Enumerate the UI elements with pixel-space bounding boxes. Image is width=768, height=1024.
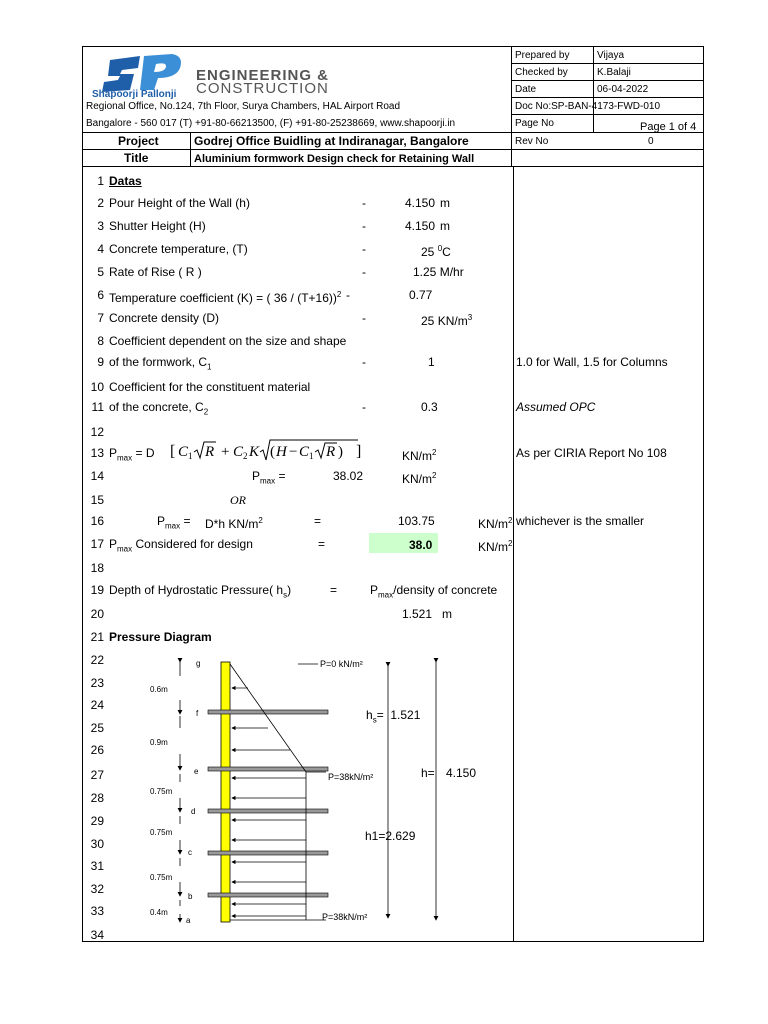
header-divider — [593, 46, 594, 132]
label-shutter-height: Shutter Height (H) — [109, 219, 206, 233]
row-number: 20 — [90, 607, 104, 621]
row-number: 25 — [90, 721, 104, 735]
svg-text:1: 1 — [188, 451, 193, 461]
row-number: 27 — [90, 768, 104, 782]
svg-text:K: K — [249, 444, 260, 460]
doc-number: Doc No:SP-BAN-4173-FWD-010 — [515, 101, 661, 112]
value-concrete-density: 25 $KN/m^3$ — [421, 313, 473, 328]
label-rate-of-rise: Rate of Rise ( R ) — [109, 265, 202, 279]
value-c1: 1 — [428, 355, 435, 369]
division-line1: ENGINEERING & — [196, 67, 330, 84]
remark-c2: Assumed OPC — [516, 400, 596, 414]
svg-text:R: R — [326, 444, 336, 460]
label-pmax-result: $P_{max}$ = — [252, 469, 286, 486]
label-temp-coefficient: Temperature coefficient (K) = ( 36 / (T+16))$^2$ — [109, 290, 342, 305]
label-p38-top: P=38kN/m² — [328, 772, 374, 782]
row-number: 34 — [90, 928, 104, 942]
svg-text:]: ] — [356, 443, 362, 460]
address-line2: Bangalore - 560 017 (T) +91-80-66213500, (F) +91-80-25238669, www.shapoorji.in — [86, 118, 456, 129]
row-number: 17 — [90, 537, 104, 551]
row-number: 8 — [97, 334, 104, 348]
row-number: 13 — [90, 446, 104, 460]
value-pour-height: 4.150 — [405, 196, 436, 210]
point-f: f — [196, 709, 199, 718]
unit-pmax-formula: $KN/m^2$ — [402, 448, 437, 463]
spacing-label: 0.75m — [150, 828, 173, 837]
label-pmax-design: $P_{max}$ Considered for design — [109, 537, 253, 554]
value-pmax-ciria: 38.02 — [333, 469, 364, 483]
ciria-formula — [170, 439, 370, 468]
svg-text:[: [ — [170, 443, 176, 460]
checked-label: Checked by — [515, 67, 568, 78]
row-number: 3 — [97, 219, 104, 233]
row-number: 10 — [90, 380, 104, 394]
label-c2-desc: Coefficient for the constituent material — [109, 380, 311, 394]
label-c1: of the formwork, $C_1$ — [109, 355, 212, 372]
page-label: Page No — [515, 118, 554, 129]
page-value: Page 1 of 4 — [640, 121, 697, 133]
row-number: 29 — [90, 814, 104, 828]
row-number: 32 — [90, 882, 104, 896]
remark-c1: 1.0 for Wall, 1.5 for Columns — [516, 355, 668, 369]
svg-text:): ) — [338, 444, 343, 460]
pressure-diagram — [130, 650, 490, 940]
label-c2: of the concrete, $C_2$ — [109, 400, 209, 417]
value-hydrostatic-depth: 1.521 m — [402, 607, 453, 621]
row-number: 18 — [90, 561, 104, 575]
svg-text:(: ( — [270, 444, 275, 460]
label-p0: P=0 kN/m² — [320, 659, 363, 669]
remark-smaller: whichever is the smaller — [516, 514, 645, 528]
row-number: 21 — [90, 630, 104, 644]
row-number: 12 — [90, 425, 104, 439]
project-label: Project — [118, 134, 159, 148]
date-label: Date — [515, 84, 537, 95]
project-value: Godrej Office Buidling at Indiranagar, Bangalore — [194, 134, 469, 148]
value-pmax-hydrostatic: 103.75 — [398, 514, 435, 528]
row-number: 7 — [97, 311, 104, 325]
svg-text:C: C — [233, 444, 244, 460]
section-pressure-diagram: Pressure Diagram — [109, 630, 212, 644]
expr-dh: D*h $KN/m^2$ — [205, 516, 263, 531]
row-number: 9 — [97, 355, 104, 369]
row-number: 11 — [91, 400, 104, 414]
brand-name: Shapoorji Pallonji — [92, 89, 177, 100]
row-number: 30 — [90, 837, 104, 851]
value-rate-of-rise: 1.25 M/hr — [413, 265, 464, 279]
point-d: d — [191, 807, 196, 816]
svg-text:1: 1 — [309, 451, 314, 461]
remarks-column-divider — [513, 166, 514, 942]
svg-text:C: C — [178, 444, 189, 460]
row-number: 28 — [90, 791, 104, 805]
row-number: 24 — [90, 698, 104, 712]
prepared-label: Prepared by — [515, 50, 570, 61]
label-h1: h1=2.629 — [365, 829, 416, 843]
label-pour-height: Pour Height of the Wall (h) — [109, 196, 250, 210]
point-e: e — [194, 767, 199, 776]
value-h: 4.150 — [446, 766, 477, 780]
label-hs: $h_s= 1.521$ — [366, 708, 421, 725]
point-g: g — [196, 659, 201, 668]
or-separator: OR — [230, 493, 246, 507]
point-a: a — [186, 916, 191, 925]
rev-value: 0 — [648, 136, 654, 147]
spacing-label: 0.6m — [150, 685, 168, 694]
header-divider — [511, 46, 512, 166]
row-number: 26 — [90, 743, 104, 757]
svg-text:C: C — [299, 444, 310, 460]
row-number: 5 — [97, 265, 104, 279]
row-number: 31 — [90, 859, 104, 873]
row-number: 33 — [90, 904, 104, 918]
label-concrete-temp: Concrete temperature, (T) — [109, 242, 248, 256]
svg-text:+: + — [221, 444, 230, 460]
svg-text:H: H — [276, 444, 287, 460]
label-h: h= — [421, 766, 435, 780]
spacing-label: 0.75m — [150, 787, 173, 796]
value-temp-coefficient: 0.77 — [409, 288, 433, 302]
checked-value: K.Balaji — [597, 67, 631, 78]
row-number: 19 — [90, 583, 104, 597]
value-shutter-height: 4.150 — [405, 219, 436, 233]
svg-text:−: − — [289, 444, 298, 460]
prepared-value: Vijaya — [597, 50, 625, 61]
hydrostatic-expr: $P_{max}$/density of concrete — [370, 583, 498, 600]
value-c2: 0.3 — [421, 400, 438, 414]
date-value: 06-04-2022 — [597, 84, 649, 95]
row-number: 14 — [90, 469, 104, 483]
row-number: 4 — [97, 242, 104, 256]
label-c1-desc: Coefficient dependent on the size and shape — [109, 334, 347, 348]
remark-ciria: As per CIRIA Report No 108 — [516, 446, 667, 460]
value-concrete-temp: 25 $^0$C — [421, 244, 451, 259]
row-number: 22 — [90, 653, 104, 667]
title-value: Aluminium formwork Design check for Retaining Wall — [194, 153, 475, 165]
spacing-label: 0.4m — [150, 908, 168, 917]
spacing-label: 0.75m — [150, 873, 173, 882]
section-datas: Datas — [109, 174, 142, 188]
label-concrete-density: Concrete density (D) — [109, 311, 220, 325]
spacing-label: 0.9m — [150, 738, 168, 747]
value-pmax-design: 38.0 — [409, 538, 433, 552]
label-p38-bottom: P=38kN/m² — [322, 912, 368, 922]
point-b: b — [188, 892, 193, 901]
label-hydrostatic-depth: Depth of Hydrostatic Pressure( $h_s$) — [109, 583, 292, 600]
svg-text:2: 2 — [243, 451, 248, 461]
row-number: 1 — [97, 174, 104, 188]
svg-text:R: R — [205, 444, 215, 460]
title-label: Title — [124, 151, 149, 165]
row-number: 15 — [90, 493, 104, 507]
label-pmax-hydrostatic: $P_{max}$ = — [157, 514, 191, 531]
row-number: 2 — [97, 196, 104, 210]
row-number: 23 — [90, 676, 104, 690]
row-number: 16 — [90, 514, 104, 528]
rev-label: Rev No — [515, 136, 549, 147]
row-number: 6 — [97, 288, 104, 302]
label-pmax-formula: $P_{max} = D$ — [109, 446, 155, 463]
division-line2: CONSTRUCTION — [196, 80, 329, 97]
point-c: c — [188, 848, 192, 857]
address-line1: Regional Office, No.124, 7th Floor, Surya Chambers, HAL Airport Road — [86, 101, 401, 112]
